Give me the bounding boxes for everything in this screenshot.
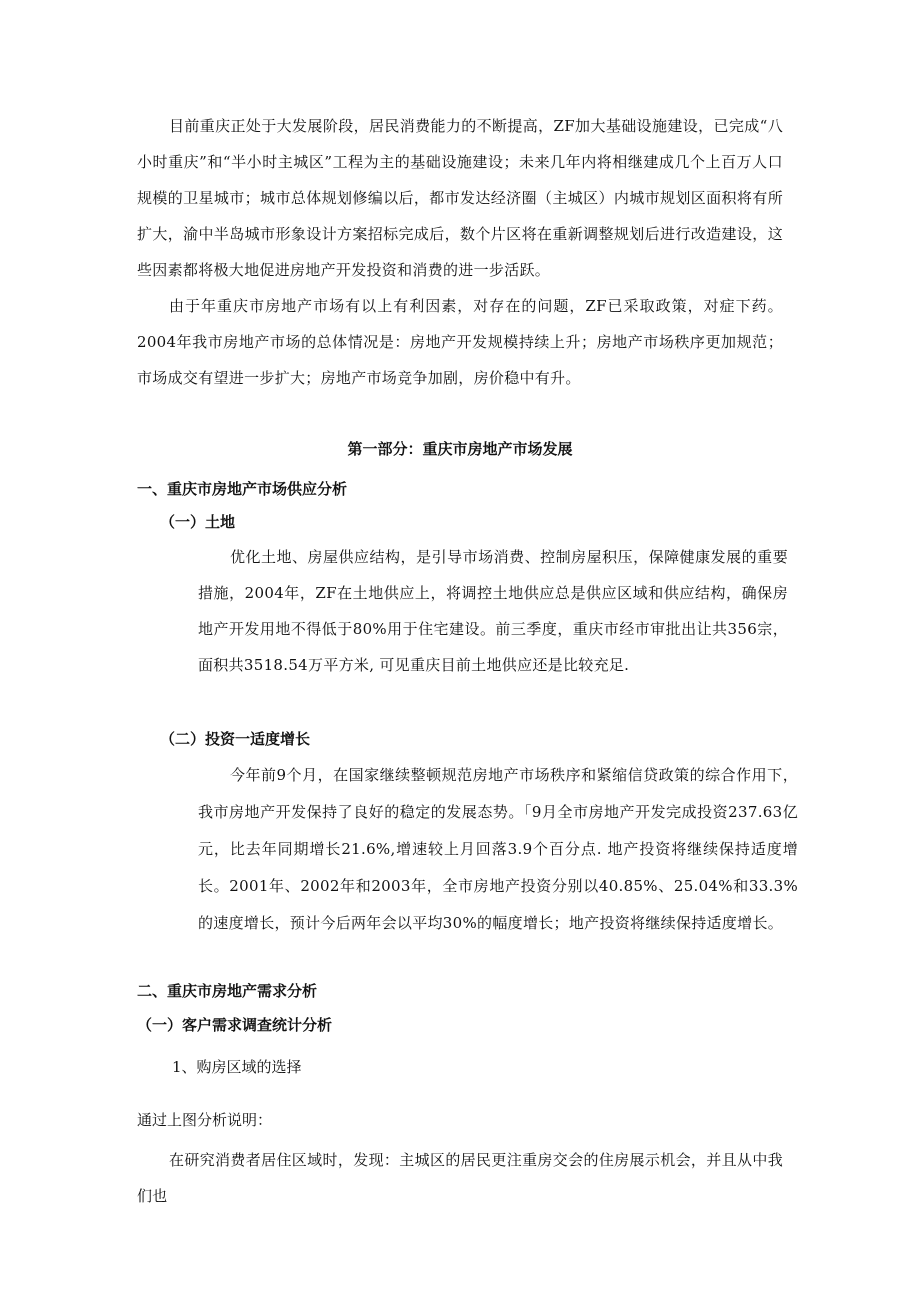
intro-paragraph-1: 目前重庆正处于大发展阶段，居民消费能力的不断提高，ZF加大基础设施建设，已完成“八小时重庆”和“半小时主城区”工程为主的基础设施建设；未来几年内将相继建成几个上百万人口规模的卫星城市；城市总体规划修编以后，都市发达经济圈（主城区）内城市规划区面积将有所扩大，渝中半岛城市形象设计方案招标完成后，数个片区将在重新调整规划后进行改造建设，这些因素都将极大地促进房地产开发投资和消费的进一步活跃。 [137,117,783,279]
subsection-land-title: （一）土地 [160,513,236,531]
summary-label: 通过上图分析说明： [137,1111,273,1129]
intro-paragraph-2: 由于年重庆市房地产市场有以上有利因素，对存在的问题，ZF已采取政策，对症下药。2004年我市房地产市场的总体情况是：房地产开发规模持续上升；房地产市场秩序更加规范；市场成交有望进一步扩大；房地产市场竞争加剧，房价稳中有升。 [137,297,783,387]
research-paragraph: 在研究消费者居住区域时，发现：主城区的居民更注重房交会的住房展示机会，并且从中我们也 [137,1151,783,1205]
subsection-demand-title: （一）客户需求调查统计分析 [137,1016,333,1034]
section-2-title: 二、重庆市房地产需求分析 [137,982,318,1000]
investment-paragraph: 今年前9个月，在国家继续整顿规范房地产市场秩序和紧缩信贷政策的综合作用下，我市房地产开发保持了良好的稳定的发展态势。「9月全市房地产开发完成投资237.63亿元，比去年同期增长21.6%,增速较上月回落3.9个百分点. 地产投资将继续保持适度增长。2001年、2002年和2003年，全市房地产投资分别以40.85%、25.04%和33.3%的速度增长，预计今后两年会以平均30%的幅度增长；地产投资将继续保持适度增长。 [198,766,798,932]
list-item: 1、购房区域的选择 [172,1058,302,1076]
section-1-title: 一、重庆市房地产市场供应分析 [137,480,348,498]
part-title: 第一部分：重庆市房地产市场发展 [347,440,573,458]
land-paragraph: 优化土地、房屋供应结构，是引导市场消费、控制房屋积压，保障健康发展的重要措施，2004年，ZF在土地供应上，将调控土地供应总是供应区域和供应结构，确保房地产开发用地不得低于80%用于住宅建设。前三季度，重庆市经市审批出让共356宗，面积共3518.54万平方米, 可见重庆目前土地供应还是比较充足. [198,548,788,674]
subsection-investment-title: （二）投资一适度增长 [160,730,311,748]
